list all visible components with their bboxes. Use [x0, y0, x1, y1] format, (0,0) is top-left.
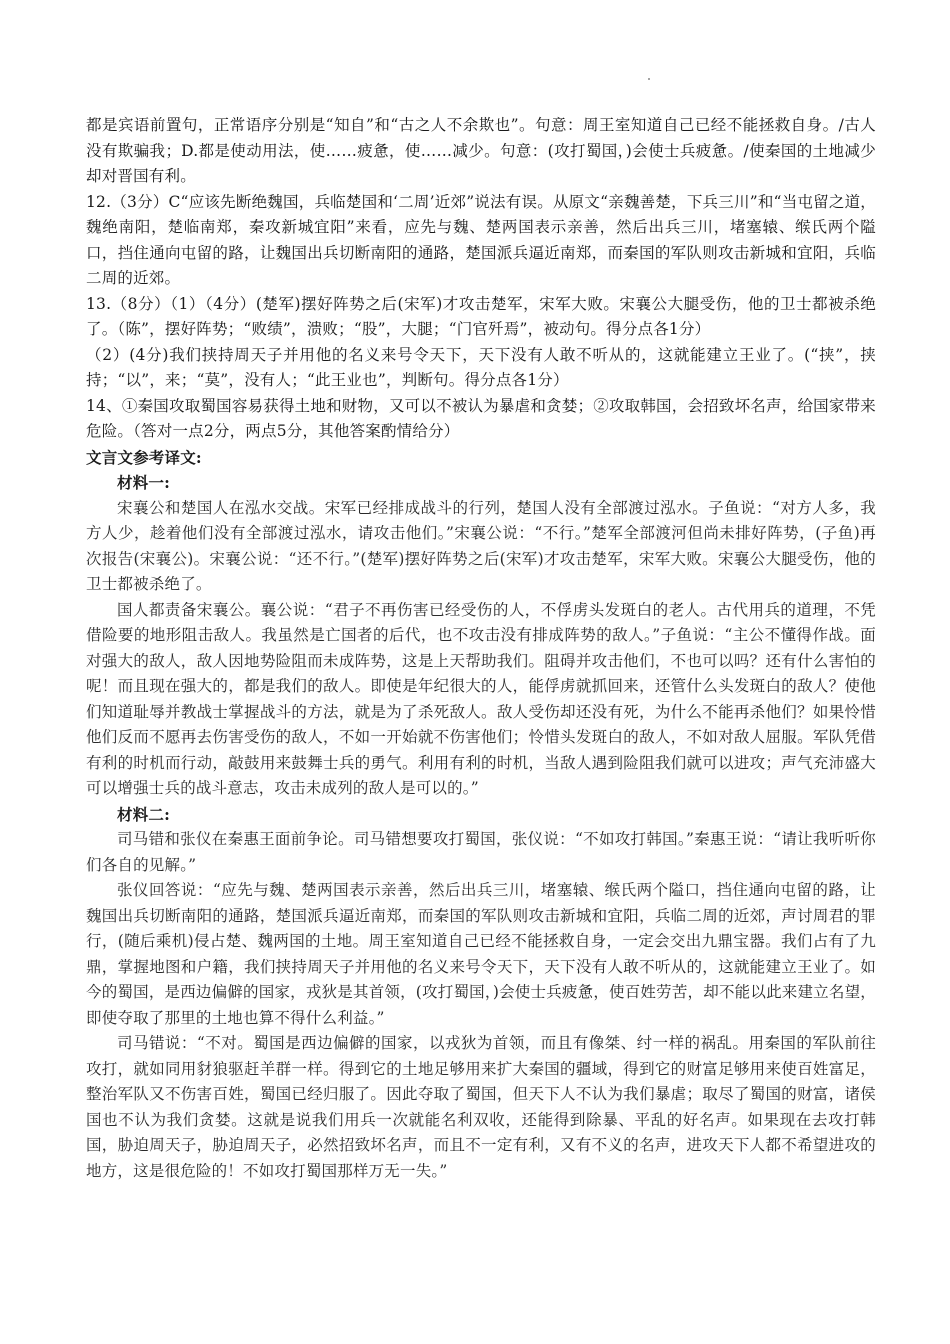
answer-q14: 14、①秦国攻取蜀国容易获得土地和财物，又可以不被认为暴虐和贪婪；②攻取韩国，会招致坏名声，给国家带来危险。（答对一点2分，两点5分，其他答案酌情给分）	[86, 396, 876, 440]
material1-heading: 材料一:	[117, 473, 171, 492]
answer-q12: 12.（3分）C“应该先断绝魏国，兵临楚国和‘二周’近郊”说法有误。从原文“亲魏善楚，下兵三川”和“当屯留之道，魏绝南阳，楚临南郑，秦攻新城宜阳”来看，应先与魏、楚两国表示亲善，然后出兵三川，堵塞辕、缑氏两个隘口，挡住通向屯留的路，让魏国出兵切断南阳的通路，楚国派兵逼近南郑，而秦国的军队则攻击新城和宜阳，兵临二周的近郊。	[86, 192, 876, 287]
answer-continuation: 都是宾语前置句，正常语序分别是“知自”和“古之人不余欺也”。句意：周王室知道自己已经不能拯救自身。/古人没有欺骗我；D.都是使动用法，使……疲惫，使……减少。句意：(攻打蜀国，)会使士兵疲惫。/使秦国的土地减少却对晋国有利。	[86, 116, 876, 185]
material2-heading: 材料二:	[117, 804, 171, 824]
translation-heading: 文言文参考译文:	[86, 447, 202, 467]
scan-speck	[648, 78, 650, 80]
material1-paragraph: 宋襄公和楚国人在泓水交战。宋军已经排成战斗的行列，楚国人没有全部渡过泓水。子鱼说：“对方人多，我方人少，趁着他们没有全部渡过泓水，请攻击他们。”宋襄公说：“不行。”楚军全部渡河但尚未排好阵势，(子鱼)再次报告(宋襄公)。宋襄公说：“还不行。”(楚军)摆好阵势之后(宋军)才攻击楚军，宋军大败。宋襄公大腿受伤，他的卫士都被杀绝了。	[86, 498, 876, 593]
answer-q13-part2: （2）(4分)我们挟持周天子并用他的名义来号令天下，天下没有人敢不听从的，这就能建立王业了。(“挟”，挟持；“以”，来；“莫”，没有人；“此王业也”，判断句。得分点各1分）	[86, 345, 876, 389]
material1-paragraph: 国人都责备宋襄公。襄公说：“君子不再伤害已经受伤的人，不俘虏头发斑白的老人。古代用兵的道理，不凭借险要的地形阻击敌人。我虽然是亡国者的后代，也不攻击没有排成阵势的敌人。”子鱼说：“主公不懂得作战。面对强大的敌人，敌人因地势险阻而未成阵势，这是上天帮助我们。阻碍并攻击他们，不也可以吗？还有什么害怕的呢！而且现在强大的，都是我们的敌人。即使是年纪很大的人，能俘虏就抓回来，还管什么头发斑白的敌人？使他们知道耻辱并教战士掌握战斗的方法，就是为了杀死敌人。敌人受伤却还没有死，为什么不能再杀他们？如果怜惜他们反而不愿再去伤害受伤的敌人，不如一开始就不伤害他们；怜惜头发斑白的敌人，不如对敌人屈服。军队凭借有利的时机而行动，敲鼓用来鼓舞士兵的勇气。利用有利的时机，当敌人遇到险阻我们就可以进攻；声气充沛盛大可以增强士兵的战斗意志，攻击未成列的敌人是可以的。”	[86, 600, 876, 797]
material2-paragraph: 司马错和张仪在秦惠王面前争论。司马错想要攻打蜀国，张仪说：“不如攻打韩国。”秦惠王说：“请让我听听你们各自的见解。”	[86, 830, 876, 874]
material2-paragraph: 司马错说：“不对。蜀国是西边偏僻的国家，以戎狄为首领，而且有像桀、纣一样的祸乱。用秦国的军队前往攻打，就如同用豺狼驱赶羊群一样。得到它的土地足够用来扩大秦国的疆域，得到它的财富足够用来使百姓富足，整治军队又不伤害百姓，蜀国已经归服了。因此夺取了蜀国，但天下人不认为我们暴虐；取尽了蜀国的财富，诸侯国也不认为我们贪婪。这就是说我们用兵一次就能名利双收，还能得到除暴、平乱的好名声。如果现在去攻打韩国，胁迫周天子，胁迫周天子，必然招致坏名声，而且不一定有利，又有不义的名声，进攻天下人都不希望进攻的地方，这是很危险的！不如攻打蜀国那样万无一失。”	[86, 1034, 876, 1180]
document-page	[86, 113, 876, 1184]
material2-paragraph: 张仪回答说：“应先与魏、楚两国表示亲善，然后出兵三川，堵塞辕、缑氏两个隘口，挡住通向屯留的路，让魏国出兵切断南阳的通路，楚国派兵逼近南郑，而秦国的军队则攻击新城和宜阳，兵临二周的近郊，声讨周君的罪行，(随后乘机)侵占楚、魏两国的土地。周王室知道自己已经不能拯救自身，一定会交出九鼎宝器。我们占有了九鼎，掌握地图和户籍，我们挟持周天子并用他的名义来号令天下，天下没有人敢不听从的，这就能建立王业了。如今的蜀国，是西边偏僻的国家，戎狄是其首领，(攻打蜀国，)会使士兵疲惫，使百姓劳苦，却不能以此来建立名望，即使夺取了那里的土地也算不得什么利益。”	[86, 881, 876, 1027]
answer-q13-part1: 13.（8分）（1）（4分）(楚军)摆好阵势之后(宋军)才攻击楚军，宋军大败。宋襄公大腿受伤，他的卫士都被杀绝了。（陈”，摆好阵势；“败绩”，溃败；“股”，大腿；“门官歼焉”，被动句。得分点各1分）	[86, 294, 876, 338]
